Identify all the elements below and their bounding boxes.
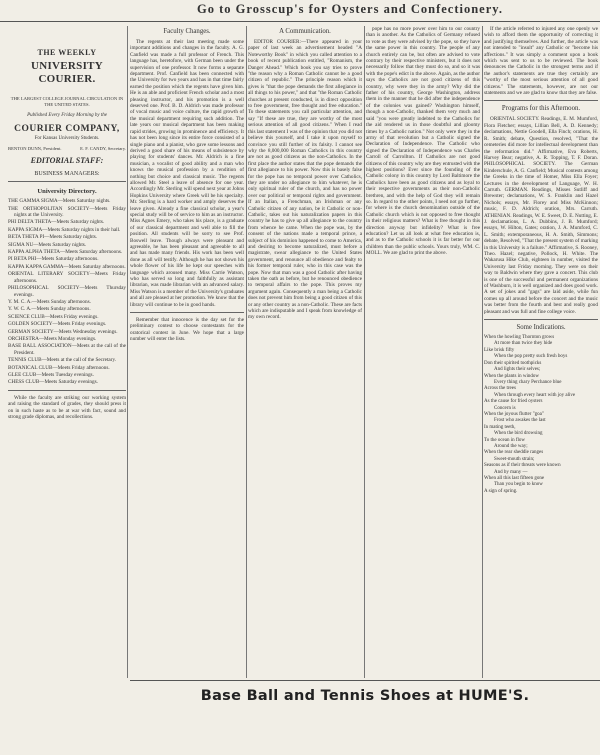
directory-entry: THE ORTHOPOLITAN SOCIETY—Meets Friday nights at the University. [8,205,126,219]
directory-entry: KAPPA KAPPA GAMMA—Meets Saturday afternoons. [8,263,126,270]
programs-heading: Programs for this Afternoon. [501,105,581,113]
col1-tail-text: While the faculty are striking our working system and raising the standard of grades, they should press it on in such haste as to be at war with fact, sound and strong grade diplomas, and recollections. [8,394,126,420]
poem-line: When the plants in window [484,373,539,379]
directory-entry: KAPPA SIGMA—Meets Saturday nights in their hall. [8,226,121,233]
poem-line: Across the trees [484,386,516,392]
directory-entry: THE GAMMA SIGMA—Meets Saturday nights. [8,198,111,205]
directory-list [8,198,126,386]
faculty-article: The regents at their last meeting made some important additions and changes in the faculty. A. G. Canfield was made a full professor of French. This language has, heretofore, with German been under the supervision of one professor. It now forms a separate department. Prof. Canfield has been connected with the University for two years and has in that time fairly earned the position which the regents have given him. He is an able and proficient French scholar and a most pleasing instructor, and his promotion is a well deserved one. Prof. B. D. Aldrich was made professor of vocal music and voice culture, the rapid growth of the musical department requiring such addition. The late years our musical department has been making rapid strides, growing in prominence and efficiency. It has not been long since its entire force consisted of a single piano and a pianist, who gave some lessons and derived a good share of his means of subsistence by playing for students' dances. Mr. Aldrich is a fine musician, a vocalist of good ability and a man who knows the musical profession by a rendition of nothing but choice and classical music. The regents allowed Mr. Steel a leave of absence for one year. Accordingly Mr. Sterling will spend next year at Johns Hopkins University where Greek will be his specialty. Mr. Sterling is a hard worker and amply deserves the leave given. Already a fine classical scholar, a year's special study will be of service to him as an instructor. Miss Agnes Emery, who takes his place, is a graduate of our classical department and well able to fill the position. All students will be sorry to see Prof. Boswell leave. Though always were pleasant and agreeable, he has been pleasant and agreeable to all and has made many friends. His work has been well done as all will testify. Although he has not shown his whole flower of his life he kept our speeches with language which aroused many. Miss Carrie Watson, who has served so long and faithfully as assistant librarian, was made librarian with an advanced salary. Miss Watson is a member of the University's graduates and all are pleased at her promotion. We know that the library will continue to be in good hands. [130,39,244,308]
programs-column [484,26,598,676]
masthead-officers [8,146,126,152]
poem-line: In mating teeth, [484,424,516,430]
masthead-tagline: THE LARGEST COLLEGE JOURNAL CIRCULATION IN THE UNITED STATES. [10,96,124,107]
masthead [8,48,126,177]
directory-entry: BETA THETA PI—Meets Saturday nights. [8,234,98,241]
directory-entry: ORCHESTRA—Meets Monday evenings. [8,335,97,342]
poem-line: Frost who awakes the last [494,418,546,424]
directory-entry: Y. W. C. A.—Meets Sunday afternoons. [8,306,91,313]
divider [130,312,244,313]
poem-heading: Some Indications. [516,324,566,332]
faculty-column [130,26,244,676]
directory-title: University Directory. [37,188,97,196]
poem-line: Than you begin to know [494,482,543,488]
communication-article: EDITOR COURIER:—There appeared in your paper of last week an advertisement headed "A Noteworthy Book" in which you called attention to a book of recent publication entitled, "Romanism, the Danger Ahead." Which book you say tries to prove "the reason why a Roman Catholic cannot be a good citizen of republic." The principle reason which it gives is "that the pope demands the first allegiance in all things to his power," and that "the Roman Catholic churches at present conducted, is in direct opposition to free government, free thought and free education." To these statements you call particular attention, and say "If these are true, they are worthy of the most serious attention of all good citizens." When I read this last statement I was of the opinion that you did not believe this yourself, and I take it upon myself to convince you still further of its falsity. I cannot see why the 8,000,000 Roman Catholics in this country are not as good citizens as the non-Catholics. In the first place the author states that the pope demands the first allegiance to his power. Now this is basely false for the pope has no temporal power over Catholics, they are under no allegiance to him whatever, he is only spiritual ruler of the church, and has no power over our political or temporal rights and government. If an Italian, a Frenchman, an Irishman or any Catholic citizen of any nation, be it Catholic or non-Catholic, takes out his naturalization papers in this country he has to give up all allegiance to the country from whence he came. When the pope was, by the consent of the nations made a temporal prince, a subject of his dominion happened to come to America, and desiring to become naturalized, must before a magistrate, swear allegiance to the United States government, and renounce all obedience and fealty to his former temporal ruler, who in this case was the pope. Now that man was a good Catholic after having taken the oath as before, but he renounced obedience to temporal affairs to the pope. This proves my argument again. Consequently a man being a Catholic does not prevent him from being a good citizen of this or any other country as a non-Catholic. These are facts which are indisputable and I speak from knowledge of my own record. [248,39,362,321]
editorial-staff-heading: EDITORIAL STAFF: [30,156,104,166]
poem-line: Sweet-mouth strain; [494,456,535,462]
directory-entry: GERMAN SOCIETY—Meets Wednesday evenings. [8,328,118,335]
column-rule [246,26,247,678]
masthead-column [8,26,126,676]
poem-line: When the bird drowsing [494,431,543,437]
poem-line: When the howling Thornton grows [484,335,555,341]
poem-line: When all this last fifteen gone [484,476,545,481]
directory-entry: TENNIS CLUB—Meets at the call of the Secretary. [8,357,116,364]
directory-entry: PHILOSOPHICAL SOCIETY—Meets Thursday evenings. [8,285,126,298]
poem-line: Like brisk fifty [484,347,515,353]
poem-line: As the cause for fried oysters [484,399,543,405]
directory-entry: ORIENTAL LITERARY SOCIETY—Meets Friday afternoons. [8,271,126,284]
editor-reply: If the article referred to injured any one openly we wish to afford them the opportunity of correcting it and justifying themselves. And further, the article was not intended to "insult" any Catholic or "become his affections." It was simply a comment upon a book which was sent to us to be reviewed. The book denounces the Catholic in the strongest terms and if the author's statements are true they certainly are "worthy of the most serious attention of all good citizens." The statements, however, are not our statements and we are glad to know that they are false. [484,26,598,97]
poem-line: Around the way; [494,443,528,449]
poem-line: Every thing chary Perchance blue [494,379,562,385]
divider [484,319,598,320]
poem-line: To the ocean in flow [484,437,526,443]
top-rule [0,21,600,22]
poem-line: When through every heart with joy alive [494,392,576,398]
directory-entry: SCIENCE CLUB—Meets Friday evenings. [8,313,99,320]
masthead-weekly: THE WEEKLY [37,48,97,57]
poem [484,335,598,495]
directory-entry: KAPPA ALPHA THETA—Meets Saturday afternoons. [8,249,123,256]
masthead-title: UNIVERSITY COURIER. [30,60,104,85]
masthead-published: Published Every Friday Morning by the [27,113,107,119]
poem-line: When the joyous flutter "goa" [484,411,544,417]
business-managers-heading: BUSINESS MANAGERS: [34,170,100,177]
column-rule [127,26,128,678]
masthead-for: For Kansas University Students. [34,135,100,141]
poem-line: Don their spirited toothpicks [484,360,542,366]
divider [484,100,598,101]
remember-note: Remember that innocence is the day set for the preliminary contest to choose contestants for the oratorical contest in June. We hope that a large number will enter the lists. [130,317,244,343]
directory-entry: GLEE CLUB—Meets Tuesday evenings. [8,371,94,378]
directory-entry: PHI DELTA THETA—Meets Saturday nights. [8,219,105,226]
divider [8,390,126,391]
poem-line: And by many — [494,469,528,475]
officer-left: BENTON DUNN, President. [8,146,62,151]
divider [8,181,126,182]
communication-heading: A Communication. [279,28,331,35]
column-rule [364,26,365,678]
poem-line: Seasons as if their threats were known [484,463,561,469]
programs-text: ORIENTAL SOCIETY. Readings, E. M. Mumford, Flora Fletcher; essays, Lillian Bell, A. D. Kennedy; declamations, Nettie Goodell, Ella Finch; orations, H. R. Smith; debate, Question, resolved, "That the cemeteries did more for intellectual development than the reformation did." Affirmative, Eva Roberts, Harvey Bear; negative, A. R. Topping, T. F. Doran. PHILOSOPHICAL SOCIETY. The German Kinderschule, A. G. Canfield; Musical contests among the Greeks in the time of Homer, Miss Ella Foyer; Lectures in the development of Language, W. H. Carruth. GERMAN. Readings, Misses Sutliff and Brewster; declamations, W. S. Franklin and Hazel Nichols; essays, Mr. Florey and Miss McKinnon; music, F. D. Aldrich; oration, Mrs. Carruth. ATHENIAN. Readings, W. E. Sweet, D. E. Nutting, E. J. declamations, L. A. Dubbins, J. B. Mumford; essays, W. Hilton, Gates; oration, J. A. Mumford, C. L. Smith; extemporaneous, H. A. Smith, Simmons; debate, Resolved, "That the present system of marking in this University is a failure." Affirmative, S. Rooney, Theo. Hazel; negative, Pollock, H. White. The Wakarusa Hike Club, eighteen in number, visited the University last Friday morning. They were on their way to Baldwin where they gave a concert. This club is one of the successful and permanent organizations of Washburn, it is well organized and does good work. A set of jokes and "gags" are laid aside, while fun comes up all around before the concert and the music was better from the fourth and best and really good pleasant and was full and fine college voice. [484,116,598,315]
bottom-advertisement: Base Ball and Tennis Shoes at HUME'S. [200,688,530,704]
directory-entry: SIGMA NU—Meets Saturday nights. [8,241,87,248]
faculty-heading: Faculty Changes. [163,28,211,35]
bottom-rule [130,680,600,681]
poem-line: At more than twice they hide [494,341,553,347]
communication-column [248,26,362,676]
masthead-company: COURIER COMPANY, [14,123,120,134]
directory-entry: BASE BALL ASSOCIATION—Meets at the call of the President. [8,343,126,356]
poem-line: A sign of spring. [484,488,518,494]
poem-line: And lights their selves; [494,367,541,373]
directory-entry: CHESS CLUB—Meets Saturday evenings. [8,379,98,386]
poem-line: When the pop pretty such fresh boys [494,354,568,360]
poem-line: Concern is [494,405,516,411]
poem-line: When the rear sheddle ranges [484,450,544,456]
column-rule [482,26,483,678]
communication-continued: pope has no more power over him to our country than is another. As the Catholics of Germany refused to vote as they were advised by the pope, so they have the same power in this country. The people of any church entirely can be, but often are advised to vote contrary by their respective ministers, but it does not necessarily follow that they must do so, and so it was with the pope's edict in the above. Again, as the author says the Catholics are not good citizens of this country, why were they in the army? Why did the father of his country, George Washington, address them in the manner that he did after the independence of the colonies was gained? Washington himself, though a non-Catholic, thanked them very much and said "you were greatly indebted to the Catholics for the aid rendered us in those doubtful and gloomy times by a Catholic nation." Not only were they in the army of that revolution but a Catholic signed the Declaration of Independence. The Catholic who signed the Declaration of Independence was Charles Carroll of Carrollton. If Catholics are not good citizens of this country why are they entrusted with the highest positions? Ever since the founding of the Catholic colony in this country by Lord Baltimore the Catholics have been as good citizens and as loyal to their respective governments as their non-Catholic brethren, and with the help of God they will remain so. In regard to the other points, I need not go further, for where is the church denomination outside of the Catholic church which is not opposed to free thought in their religious matters? What is free thought in this direction anyway but infidelity? What is free education? Let us all look at what free education is, and as to the Catholic schools it is far better for our children than the public schools. Yours truly, WM. C. MOLL. We are glad to print the above. [366,26,480,257]
communication-continued-column [366,26,480,676]
directory-entry: Y. M. C. A.—Meets Sunday afternoons. [8,298,91,305]
officer-right: E. F. CANDY, Secretary. [80,146,126,151]
top-banner-ad: Go to Grosscup's for Oysters and Confectionery. [197,2,503,16]
directory-entry: BOTANICAL CLUB—Meets Friday afternoons. [8,364,110,371]
directory-entry: GOLDEN SOCIETY—Meets Friday evenings. [8,321,107,328]
directory-entry: PI BETA PHI—Meets Saturday afternoons. [8,256,99,263]
